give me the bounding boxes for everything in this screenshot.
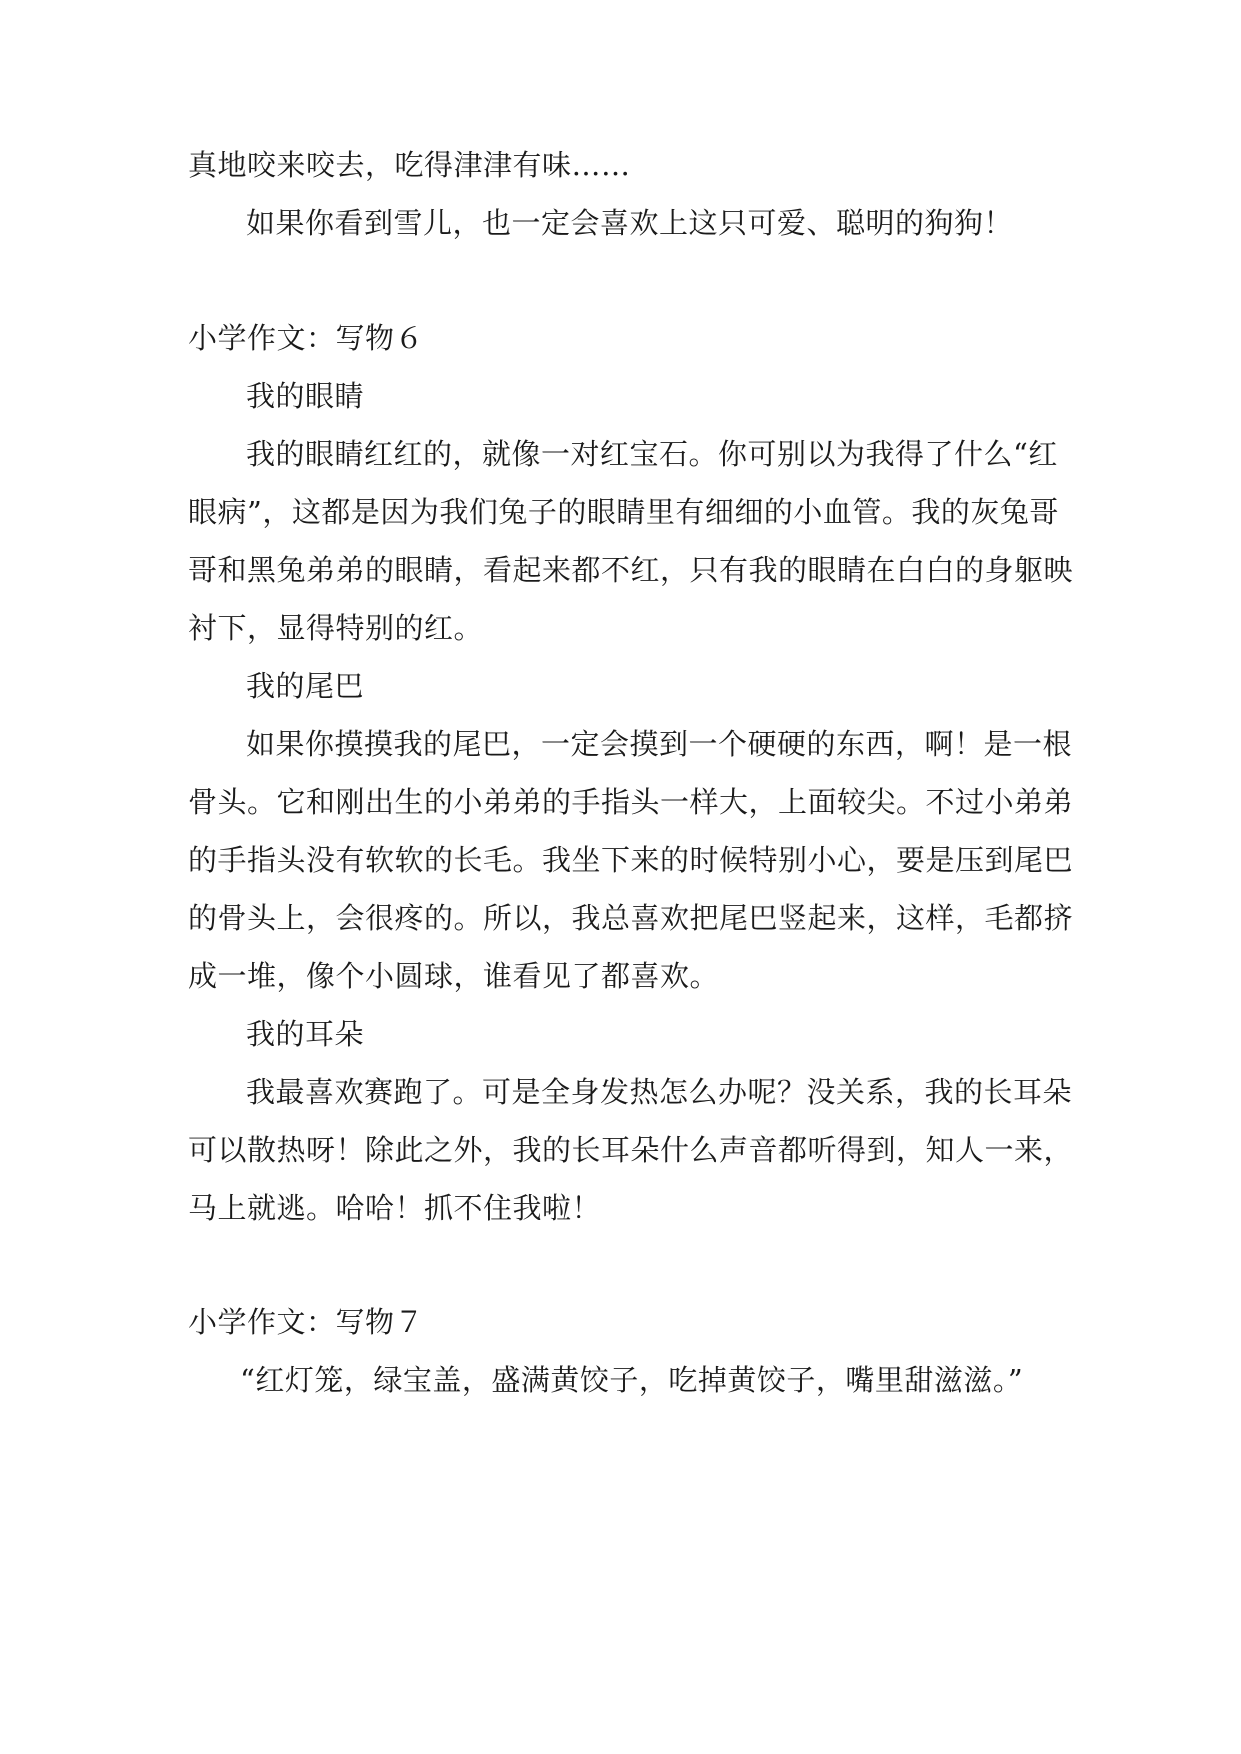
section-subheading: 我的尾巴 [246,669,365,703]
paragraph-line: 马上就逃。哈哈！抓不住我啦！ [188,1191,602,1225]
paragraph-line: 可以散热呀！除此之外，我的长耳朵什么声音都听得到，知人一来， [188,1133,1074,1167]
essay-heading: 小学作文：写物６ [188,321,425,355]
paragraph-line: 的手指头没有软软的长毛。我坐下来的时候特别小心，要是压到尾巴 [188,843,1074,877]
paragraph-line: 我最喜欢赛跑了。可是全身发热怎么办呢？没关系，我的长耳朵 [246,1075,1073,1109]
section-subheading: 我的眼睛 [246,379,365,413]
paragraph-line: 如果你看到雪儿，也一定会喜欢上这只可爱、聪明的狗狗！ [246,206,1014,240]
paragraph-line: 的骨头上，会很疼的。所以，我总喜欢把尾巴竖起来，这样，毛都挤 [188,901,1074,935]
section-subheading: 我的耳朵 [246,1017,365,1051]
paragraph-line: 哥和黑兔弟弟的眼睛，看起来都不红，只有我的眼睛在白白的身躯映 [188,553,1074,587]
essay-heading: 小学作文：写物７ [188,1305,425,1339]
paragraph-line: 我的眼睛红红的，就像一对红宝石。你可别以为我得了什么“红 [246,437,1058,471]
paragraph-line: 骨头。它和刚出生的小弟弟的手指头一样大，上面较尖。不过小弟弟 [188,785,1074,819]
paragraph-line: 眼病”，这都是因为我们兔子的眼睛里有细细的小血管。我的灰兔哥 [188,495,1059,529]
paragraph-line: 衬下，显得特别的红。 [188,611,484,645]
paragraph-line: 真地咬来咬去，吃得津津有味…… [188,148,631,182]
paragraph-line: “红灯笼，绿宝盖，盛满黄饺子，吃掉黄饺子，嘴里甜滋滋。” [240,1363,1024,1397]
paragraph-line: 成一堆，像个小圆球，谁看见了都喜欢。 [188,959,720,993]
paragraph-line: 如果你摸摸我的尾巴，一定会摸到一个硬硬的东西，啊！是一根 [246,727,1073,761]
